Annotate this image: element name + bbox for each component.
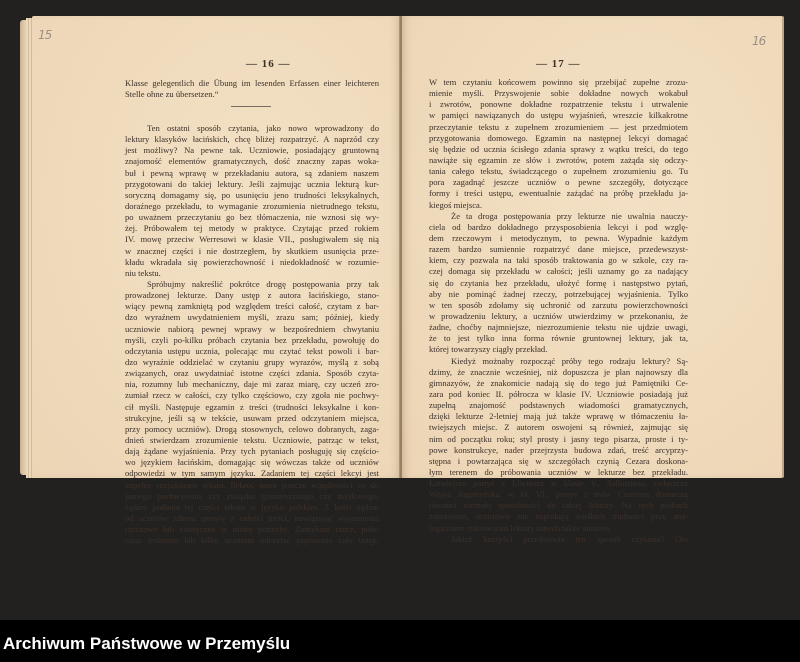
page-number: — 17 — <box>536 58 581 70</box>
text-line: Łatwiejsze partye z Liwiusza w klasie V., Sallustiusa, zwłaszcza <box>429 478 688 489</box>
text-line: jasnego pochwycenia czy związku gramatycznego czy myślowego, <box>125 490 379 501</box>
text-line: dzo wyraźnie oddzielać w czytaniu grupy wyrazów, myślą z sobą <box>125 356 379 367</box>
text-line: tania całego tekstu, świadczącego o zupełnem zrozumieniu go. Tu <box>429 166 688 177</box>
text-line: po uważnem przeczytaniu go bez tłómaczenia, nie wznosi się wy- <box>125 212 379 223</box>
text-line: prowadzonej lekturze. Dany ustęp z autora łacińskiego, stano- <box>125 290 379 301</box>
text-line: w prowadzeniu lektury, a uczniów utwierdzimy w przekonaniu, że <box>429 310 688 321</box>
text-line: stępna i powtarzająca się w szczegółach czynią Cezara doskona- <box>429 455 688 466</box>
text-line: czej domaga się przekładu w całości; jeśli uznamy go za nadający <box>429 266 688 277</box>
text-line: dzięki lekturze 2-letniej mają już także wprawę w tłómaczeniu ła- <box>429 411 688 422</box>
text-line: formy i treści ustępu, ewentualnie zażądać na próbę przekładu ja- <box>429 188 688 199</box>
text-line: również niemało sposobności do takiej lektury. Na tych próbach <box>429 500 688 511</box>
text-line: strukcyjne, jeśli są w tekście, usuwam przed odczytaniem miejsca, <box>125 412 379 423</box>
text-line: Że ta droga postępowania przy lekturze nie uwalnia nauczy- <box>451 210 688 221</box>
text-line: Klasse gelegentlich die Übung im lesenden Erfassen einer leichteren <box>125 78 379 88</box>
text-line: przy pomocy uczniów). Drogą stosownych, celowo dobranych, zaga- <box>125 423 379 434</box>
text-line: wo językiem łacińskim, domagając się wówczas także od uczniów <box>125 457 379 468</box>
text-line: się będzie od ucznia ścisłego zdania sprawy z wątku treści, do tego <box>429 143 688 154</box>
text-line: nia, rozumny lub mechaniczny, daje mi zaraz miarę, czy uczeń zro- <box>125 379 379 390</box>
text-line: kiegoś miejsca. <box>429 199 482 210</box>
section-divider <box>231 106 271 107</box>
text-line: IV. mowę przeciw Werresowi w klasie VII., posługiwałem się nią <box>125 234 379 245</box>
text-line: razem bardzo sumiennie rozpatrzyć dane miejsce, przedewszyst- <box>429 244 688 255</box>
quote-block <box>125 78 379 100</box>
text-line: przygotowania domowego. Egzamin na następnej lekcyi domagać <box>429 132 688 143</box>
handwritten-folio-mark: 15 <box>38 28 52 42</box>
text-line: kiem, czy pozwala na taki sposób traktowania go w szkole, czy ra- <box>429 255 688 266</box>
text-line: od uczniów zdania sprawy z całości treści, nawiązując wyjaśnienia <box>125 512 379 523</box>
text-line: dnień stwierdzam zrozumienie tekstu. Uczniowie, patrząc w tekst, <box>125 434 379 445</box>
text-line: łym terenem do próbowania uczniów w lekturze bez przekładu. <box>429 466 688 477</box>
text-line: nim od początku roku; styl prosty i jasny tego pisarza, proste i ty- <box>429 433 688 444</box>
text-line: cając jednemu lub kilku uczniom odczytać poprawnie cały ustęp. <box>125 535 379 546</box>
text-line: Jakież korzyści przedstawia ten sposób czytania? Oto <box>451 533 688 544</box>
text-line: że to jest tylko inna forma równie gruntownej lektury, jak ta, <box>429 333 688 344</box>
text-line: twiejszych miejsc. Z autorem oswojeni są również, zajmując się <box>429 422 688 433</box>
text-line: powe konstrukcye, nader przejrzysta budowa zdań, treść arcyprzy- <box>429 444 688 455</box>
text-line: żadne, choćby najmniejsze, niezrozumienie tekstu nie ujdzie uwagi, <box>429 322 688 333</box>
text-line: ciela od bardzo dokładnego przysposobienia lekcyi i pod wzglę- <box>429 221 688 232</box>
text-line: pora zagadnąć jeszcze uczniów o pewne szczegóły, dotyczące <box>429 177 688 188</box>
text-line: W tem czytaniu końcowem powinno się przebijać zupełne zrozu- <box>429 77 688 87</box>
text-line: mienie myśli. Przyswojenie sobie dokładne nowych wokabuł <box>429 88 688 99</box>
text-line: przygotowani do takiej lektury. Jeśli zajmując ucznia lekturą kur- <box>125 178 379 189</box>
text-line: doraźnego przekładu, to wymaganie zrozumienia nietrudnego tekstu, <box>125 200 379 211</box>
text-line: odpowiedzi w tym samym języku. Zadaniem tej części lekcyi jest <box>125 468 379 479</box>
text-line: w ten sposób zdołamy się uchronić od zarzutu powierzchowności <box>429 299 688 310</box>
handwritten-folio-mark: 16 <box>752 34 766 48</box>
text-line: kładu wkradała się powierzchowność i niedokładność w rozumie- <box>125 256 379 267</box>
text-line: żądam podania tej części tekstu w języku polskim. Z kolei żądam <box>125 501 379 512</box>
text-line: myśli, czyli po-kilku próbach czytania bez przekładu, powołuję do <box>125 334 379 345</box>
body-text <box>125 123 379 546</box>
text-line: Ten ostatni sposób czytania, jako nowo wprowadzony do <box>147 123 379 133</box>
text-line: zara pod koniec II. półrocza w klasie IV. Uczniowie posiadają już <box>429 388 688 399</box>
text-line: związanych, oraz uwydatniać istotne części zdania. Sposób czyta- <box>125 368 379 379</box>
paragraph <box>125 279 379 546</box>
text-line: Spróbujmy nakreślić pokrótce drogę postępowania przy tak <box>147 278 379 289</box>
text-line: żej. Próbowałem tej metody w praktyce. Czytając przed rokiem <box>125 223 379 234</box>
page-number: — 16 — <box>246 58 291 70</box>
text-line: się do czytania bez przekładu, ułożyć formę i następstwo pytań, <box>429 277 688 288</box>
body-text <box>429 77 688 545</box>
text-line: lektury klasyków łacińskich, chcę bliżej rozpatrzyć. A naprzód czy <box>125 134 379 145</box>
text-line: zupełną znajomość podstawnych wiadomości gramatycznych, <box>429 400 688 411</box>
text-line: i zwrotów, ponowne dokładne rozpatrzenie tekstu i utrwalenie <box>429 99 688 110</box>
text-line: dają żądane wyjaśnienia. Przy tych pytaniach posługuję się częścio- <box>125 446 379 457</box>
text-line: wiący pewną zamkniętą pod względem treści całość, czytam z bar- <box>125 301 379 312</box>
text-line: zaprawieni, uczniowie nie napotkają wielkich trudności przy ana- <box>429 511 688 522</box>
paragraph <box>429 211 688 356</box>
text-line: w znacznej części i nie dostrzegłem, by skutkiem usunięcia prze- <box>125 245 379 256</box>
paragraph <box>429 77 688 211</box>
text-line: dzo wyraźnem uwydatnieniem myśli, zrazu sam; później, kiedy <box>125 312 379 323</box>
text-line: Kiedyż możnaby rozpocząć próby tego rodzaju lektury? Są- <box>451 355 688 366</box>
paragraph <box>429 356 688 534</box>
text-line: logicznem traktowaniu lektury innych także autorów. <box>429 522 613 533</box>
text-line: uczniowie nabiorą pewnej wprawy w bezpośredniem chwytaniu <box>125 323 379 334</box>
text-line: nawiąże się egzamin ze słów i zwrotów, potem zażąda się odczy- <box>429 154 688 165</box>
left-page <box>32 16 400 546</box>
text-line: buł i pewną wprawę w przekładaniu autora, są zdaniem naszem <box>125 167 379 178</box>
text-line: soryczną domagamy się, po usunięciu jeno trudności leksykalnych, <box>125 189 379 200</box>
text-line: gimnazyów, że znakomicie nadają się do tego już Pamiętniki Ce- <box>429 377 688 388</box>
text-line: cił myśli. Następuje egzamin z treści (trudności leksykalne i kon- <box>125 401 379 412</box>
text-line: Stelle ohne zu übersetzen.“ <box>125 89 219 100</box>
text-line: niu tekstu. <box>125 267 161 278</box>
text-line: zupełne rozjaśnienie tekstu. Ilekroć mam jeszcze wątpliwości co do <box>125 479 379 490</box>
text-line: dem rzeczowym i metodycznym, to pewna. Wypadnie każdym <box>429 232 688 243</box>
text-line: której towarzyszy ciągły przekład. <box>429 344 548 355</box>
text-line: aby nie pominąć żadnej rzeczy, potrzebującej wyjaśnienia. Tylko <box>429 288 688 299</box>
archive-name: Archiwum Państwowe w Przemyślu <box>3 634 291 653</box>
paragraph <box>429 534 688 545</box>
text-line: przeczytanie tekstu z zupełnem zrozumieniem — jest przedmiotem <box>429 121 688 132</box>
right-page <box>402 16 782 544</box>
text-line: Wojna Jugurtyńska, w kl. VI., partye z mów Cicerona dostarczą <box>429 489 688 500</box>
text-line: w pamięci nawiązanych do ustępu wyjaśnień, wreszcie kilkakrotne <box>429 110 688 121</box>
text-line: znajomość elementów gramatycznych, dość znaczny zapas woka- <box>125 156 379 167</box>
text-line: rzeczowe lub estetyczne w miarę potrzeby. Zamykam rzecz, pole- <box>125 524 379 535</box>
text-line: zumiał rzecz w całości, czy tylko częściowo, czy zgoła nie pochwy- <box>125 390 379 401</box>
archive-footer <box>0 620 800 662</box>
text-line: dzimy, że znacznie wcześniej, niż dopuszcza je plan najnowszy dla <box>429 366 688 377</box>
paragraph <box>125 123 379 279</box>
text-line: jest możliwy? Na pewne tak. Uczniowie, posiadający gruntowną <box>125 145 379 156</box>
text-line: odczytania ustępu ucznia, polecając mu czytać tekst powoli i bar- <box>125 345 379 356</box>
